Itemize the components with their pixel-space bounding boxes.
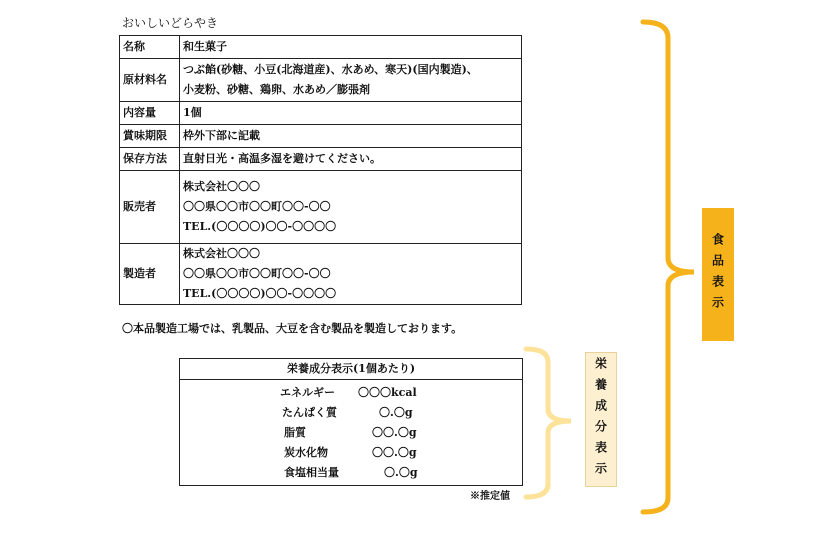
allergen-note: 〇本品製造工場では、乳製品、大豆を含む製品を製造しております。 (122, 322, 463, 335)
value-line: 株式会社〇〇〇 (183, 180, 260, 193)
nutrition-name: 炭水化物 (284, 446, 328, 459)
product-name: おいしいどらやき (122, 16, 219, 30)
value-line: 株式会社〇〇〇 (183, 247, 260, 260)
nutrition-name: エネルギー (280, 386, 335, 399)
food-label-tag-text: 食品表示 (710, 232, 725, 317)
row-header: 内容量 (120, 102, 180, 125)
value-line: 小麦粉、砂糖、鶏卵、水あめ／膨張剤 (183, 83, 370, 96)
nutrition-label-tag-text: 栄養成分表示 (593, 356, 608, 483)
nutrition-brace (526, 349, 571, 497)
value-line: 〇〇県〇〇市〇〇町〇〇-〇〇 (183, 200, 331, 213)
food-label-tag (702, 208, 734, 341)
nutrition-value: 〇.〇g (384, 466, 418, 479)
row-value: 和生菓子 (180, 36, 522, 59)
nutrition-name: 食塩相当量 (284, 466, 339, 479)
row-value: 直射日光・高温多湿を避けてください。 (180, 148, 522, 171)
nutrition-name: 脂質 (284, 426, 306, 439)
estimate-note: ※推定値 (470, 491, 510, 502)
nutrition-value: 〇〇.〇g (372, 426, 417, 439)
value-line: 〇〇県〇〇市〇〇町〇〇-〇〇 (183, 267, 331, 280)
nutrition-label-tag (585, 352, 617, 487)
row-header: 製造者 (120, 244, 180, 305)
food-label-brace (643, 22, 694, 512)
nutrition-value: 〇.〇g (379, 406, 413, 419)
row-header: 保存方法 (120, 148, 180, 171)
nutrition-value: 〇〇.〇g (372, 446, 417, 459)
nutrition-title: 栄養成分表示(1個あたり) (180, 359, 522, 380)
value-line: TEL.(〇〇〇〇)〇〇-〇〇〇〇 (183, 287, 337, 300)
row-value: 1個 (180, 102, 522, 125)
row-header: 原材料名 (120, 59, 180, 102)
nutrition-name: たんぱく質 (282, 406, 337, 419)
row-header: 賞味期限 (120, 125, 180, 148)
row-header: 名称 (120, 36, 180, 59)
value-line: つぶ餡(砂糖、小豆(北海道産)、水あめ、寒天)(国内製造)、 (183, 63, 478, 76)
nutrition-value: 〇〇〇kcal (358, 386, 417, 399)
value-line: TEL.(〇〇〇〇)〇〇-〇〇〇〇 (183, 220, 337, 233)
row-value: 枠外下部に記載 (180, 125, 522, 148)
row-header: 販売者 (120, 171, 180, 244)
